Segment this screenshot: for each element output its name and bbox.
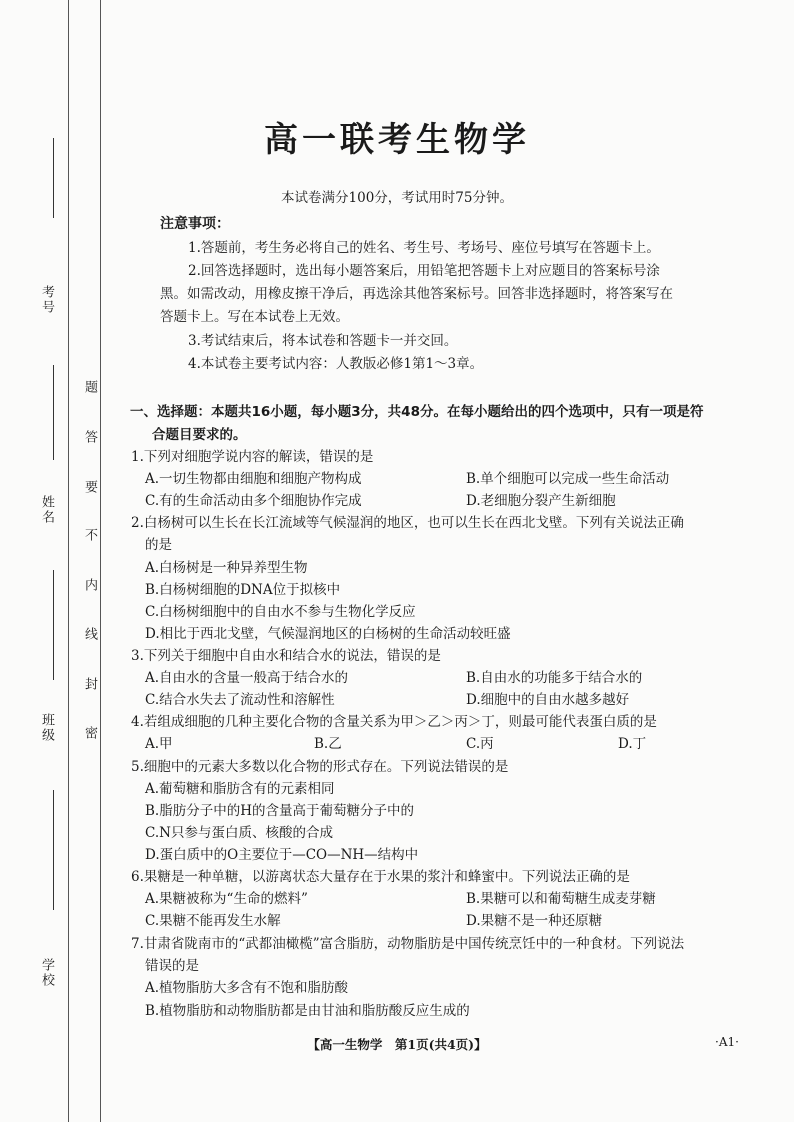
seal-char: 要 bbox=[82, 480, 97, 493]
notice-line: 答题卡上。写在本试卷上无效。 bbox=[160, 309, 349, 325]
option-a: A.白杨树是一种异养型生物 bbox=[145, 560, 308, 576]
notice-line: 1.答题前，考生务必将自己的姓名、考生号、考场号、座位号填写在答题卡上。 bbox=[188, 240, 660, 256]
margin-line-left bbox=[68, 0, 69, 1122]
option-b: B.白杨树细胞的DNA位于拟核中 bbox=[145, 582, 341, 598]
option-c: C.结合水失去了流动性和溶解性 bbox=[145, 692, 335, 708]
seal-char: 内 bbox=[82, 578, 97, 591]
option-d: D.丁 bbox=[618, 736, 647, 752]
seal-char: 线 bbox=[82, 627, 97, 640]
field-underline bbox=[53, 365, 54, 460]
option-a: A.葡萄糖和脂肪含有的元素相同 bbox=[145, 781, 335, 797]
question-stem: 5.细胞中的元素大多数以化合物的形式存在。下列说法错误的是 bbox=[131, 759, 509, 775]
question-stem: 3.下列关于细胞中自由水和结合水的说法，错误的是 bbox=[131, 648, 441, 664]
notice-line: 黑。如需改动，用橡皮擦干净后，再选涂其他答案标号。回答非选择题时，将答案写在 bbox=[160, 286, 673, 302]
notice-heading: 注意事项： bbox=[160, 216, 230, 232]
notice-line: 2.回答选择题时，选出每小题答案后，用铅笔把答题卡上对应题目的答案标号涂 bbox=[188, 263, 660, 279]
field-underline bbox=[53, 790, 54, 910]
seal-char: 封 bbox=[82, 677, 97, 690]
option-b: B.乙 bbox=[314, 736, 342, 752]
option-d: D.相比于西北戈壁，气候湿润地区的白杨树的生命活动较旺盛 bbox=[145, 626, 511, 642]
seal-char: 题 bbox=[82, 380, 97, 393]
field-label-class: 班级 bbox=[39, 713, 54, 743]
option-c: C.白杨树细胞中的自由水不参与生物化学反应 bbox=[145, 604, 416, 620]
question-stem: 7.甘肃省陇南市的“武都油橄榄”富含脂肪，动物脂肪是中国传统烹饪中的一种食材。下列说法 bbox=[131, 936, 685, 952]
exam-info: 本试卷满分100分，考试用时75分钟。 bbox=[281, 190, 513, 206]
option-a: A.果糖被称为“生命的燃料” bbox=[145, 891, 308, 907]
option-a: A.甲 bbox=[145, 736, 173, 752]
option-b: B.果糖可以和葡萄糖生成麦芽糖 bbox=[466, 891, 656, 907]
notice-line: 3.考试结束后，将本试卷和答题卡一并交回。 bbox=[188, 333, 458, 349]
question-stem: 6.果糖是一种单糖，以游离状态大量存在于水果的浆汁和蜂蜜中。下列说法正确的是 bbox=[131, 869, 630, 885]
notice-line: 4.本试卷主要考试内容：人教版必修1第1～3章。 bbox=[188, 356, 484, 372]
option-d: D.果糖不是一种还原糖 bbox=[466, 913, 603, 929]
option-b: B.自由水的功能多于结合水的 bbox=[466, 670, 643, 686]
question-stem: 1.下列对细胞学说内容的解读，错误的是 bbox=[131, 449, 374, 465]
field-label-school: 学校 bbox=[39, 958, 54, 988]
option-a: A.植物脂肪大多含有不饱和脂肪酸 bbox=[145, 980, 349, 996]
option-d: D.蛋白质中的O主要位于—CO—NH—结构中 bbox=[145, 847, 419, 863]
section-heading-cont: 合题目要求的。 bbox=[152, 427, 247, 443]
option-a: A.一切生物都由细胞和细胞产物构成 bbox=[145, 471, 362, 487]
option-b: B.脂肪分子中的H的含量高于葡萄糖分子中的 bbox=[145, 803, 414, 819]
option-c: C.有的生命活动由多个细胞协作完成 bbox=[145, 493, 362, 509]
option-d: D.细胞中的自由水越多越好 bbox=[466, 692, 630, 708]
field-label-name: 姓名 bbox=[39, 495, 54, 525]
page-code: ·A1· bbox=[715, 1035, 739, 1049]
seal-char: 不 bbox=[82, 528, 97, 541]
option-a: A.自由水的含量一般高于结合水的 bbox=[145, 670, 349, 686]
question-stem: 4.若组成细胞的几种主要化合物的含量关系为甲＞乙＞丙＞丁，则最可能代表蛋白质的是 bbox=[131, 714, 657, 730]
field-label-exam-number: 考号 bbox=[39, 285, 54, 315]
question-stem: 2.白杨树可以生长在长江流域等气候湿润的地区，也可以生长在西北戈壁。下列有关说法正确 bbox=[131, 515, 684, 531]
page-title: 高一联考生物学 bbox=[264, 120, 530, 160]
seal-char: 密 bbox=[82, 726, 97, 739]
option-b: B.植物脂肪和动物脂肪都是由甘油和脂肪酸反应生成的 bbox=[145, 1003, 470, 1019]
page-footer: 【高一生物学 第1页(共4页)】 bbox=[307, 1037, 487, 1052]
option-c: C.N只参与蛋白质、核酸的合成 bbox=[145, 825, 333, 841]
question-stem-cont: 错误的是 bbox=[145, 958, 199, 974]
option-b: B.单个细胞可以完成一些生命活动 bbox=[466, 471, 670, 487]
option-d: D.老细胞分裂产生新细胞 bbox=[466, 493, 616, 509]
option-c: C.丙 bbox=[466, 736, 494, 752]
margin-line-right bbox=[100, 0, 101, 1122]
section-heading: 一、选择题：本题共16小题，每小题3分，共48分。在每小题给出的四个选项中，只有一项是符 bbox=[130, 404, 704, 420]
question-stem-cont: 的是 bbox=[145, 537, 172, 553]
seal-char: 答 bbox=[82, 430, 97, 443]
option-c: C.果糖不能再发生水解 bbox=[145, 913, 281, 929]
field-underline bbox=[53, 570, 54, 680]
